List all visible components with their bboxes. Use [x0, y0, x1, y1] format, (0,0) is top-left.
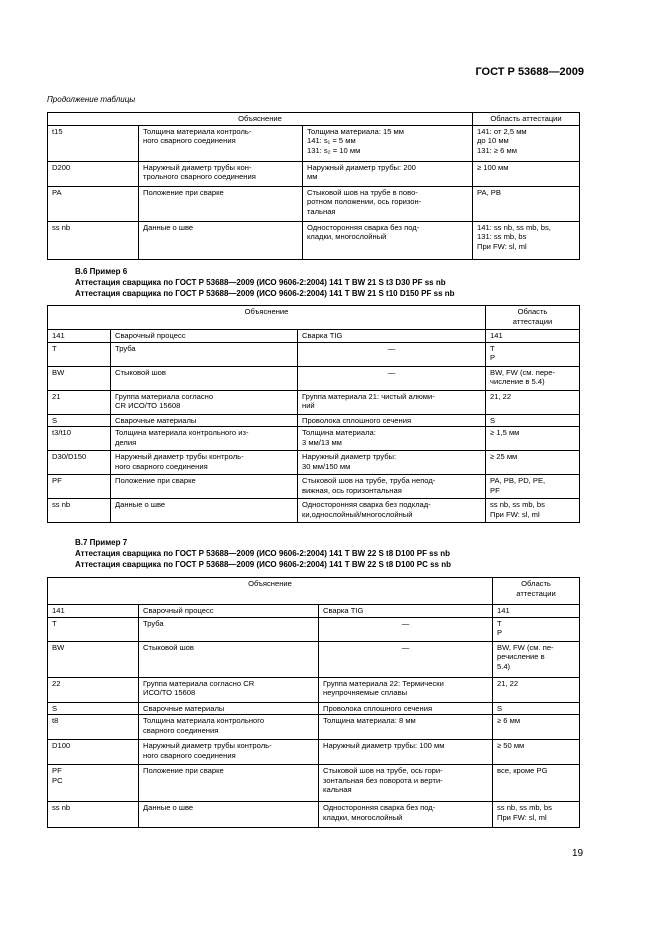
table-2-cell: Наружный диаметр трубы контроль- ного сварного соединения: [111, 451, 298, 475]
page-number: 19: [572, 848, 584, 859]
table-1-cell: Односторонняя сварка без под- кладки, многослойный: [303, 221, 473, 259]
section-b7-line-2: Аттестация сварщика по ГОСТ Р 53688—2009 (ИСО 9606-2:2004) 141 T BW 22 S t8 D100 PC ss nb: [75, 560, 451, 569]
table-3-cell: S: [493, 702, 580, 715]
table-3-cell: Односторонняя сварка без под- кладки, многослойный: [319, 802, 493, 828]
table-3-cell: Сварочный процесс: [139, 605, 319, 618]
table-1-cell: Положение при сварке: [139, 186, 303, 221]
table-2-cell: 21: [48, 390, 111, 414]
table-2-cell: Труба: [111, 342, 298, 366]
table-1-cell: Стыковой шов на трубе в пово- ротном положении, ось горизон- тальная: [303, 186, 473, 221]
table-3-cell: —: [319, 641, 493, 677]
table-3-header-scope: Область аттестации: [493, 578, 580, 605]
section-b7-title: В.7 Пример 7: [75, 538, 128, 547]
table-1-header-scope: Область аттестации: [473, 113, 580, 126]
table-3-cell: Труба: [139, 617, 319, 641]
table-2-cell: Наружный диаметр трубы: 30 мм/150 мм: [298, 451, 486, 475]
table-2-cell: ss nb: [48, 499, 111, 523]
table-3-cell: Наружный диаметр трубы: 100 мм: [319, 740, 493, 765]
table-2-cell: Стыковой шов на трубе, труба непод- вижная, ось горизонтальная: [298, 475, 486, 499]
table-3-cell: Толщина материала контрольного сварного соединения: [139, 715, 319, 740]
table-3-cell: Толщина материала: 8 мм: [319, 715, 493, 740]
table-1-cell: Толщина материала: 15 мм 141: s₁ = 5 мм 131: s₂ = 10 мм: [303, 125, 473, 161]
table-1-cell: t15: [48, 125, 139, 161]
table-2-cell: t3/t10: [48, 427, 111, 451]
table-2-cell: Положение при сварке: [111, 475, 298, 499]
table-2-cell: Проволока сплошного сечения: [298, 414, 486, 427]
table-2-cell: ss nb, ss mb, bs При FW: sl, ml: [486, 499, 580, 523]
table-3-cell: 141: [48, 605, 139, 618]
table-3-cell: D100: [48, 740, 139, 765]
table-3-cell: —: [319, 617, 493, 641]
table-3-cell: Группа материала согласно CR ИСО/ТО 15608: [139, 677, 319, 702]
table-2-cell: Сварка TIG: [298, 330, 486, 343]
table-1-cell: Наружный диаметр трубы: 200 мм: [303, 161, 473, 186]
table-3-cell: все, кроме PG: [493, 765, 580, 802]
table-2-cell: —: [298, 342, 486, 366]
table-2-cell: 141: [486, 330, 580, 343]
continuation-label: Продолжение таблицы: [47, 95, 136, 104]
table-2-cell: Толщина материала контрольного из- делия: [111, 427, 298, 451]
table-3-cell: BW: [48, 641, 139, 677]
table-2-cell: D30/D150: [48, 451, 111, 475]
table-1-header-explanation: Объяснение: [48, 113, 473, 126]
table-2-cell: PA, PB, PD, PE, PF: [486, 475, 580, 499]
table-1-cell: Наружный диаметр трубы кон- трольного сварного соединения: [139, 161, 303, 186]
table-2-cell: PF: [48, 475, 111, 499]
table-3-cell: Стыковой шов: [139, 641, 319, 677]
table-2-cell: Односторонняя сварка без подклад- ки,однослойный/многослойный: [298, 499, 486, 523]
table-2-cell: BW, FW (см. пере- числение в 5.4): [486, 366, 580, 390]
table-2-cell: Стыковой шов: [111, 366, 298, 390]
table-2-cell: Сварочные материалы: [111, 414, 298, 427]
table-2-cell: Толщина материала: 3 мм/13 мм: [298, 427, 486, 451]
table-1: [47, 112, 580, 260]
table-3: [47, 577, 580, 828]
table-3-cell: BW, FW (см. пе- речисление в 5.4): [493, 641, 580, 677]
table-3-cell: ss nb: [48, 802, 139, 828]
table-2-header-explanation: Объяснение: [48, 306, 486, 330]
section-b7-line-1: Аттестация сварщика по ГОСТ Р 53688—2009 (ИСО 9606-2:2004) 141 T BW 22 S t8 D100 PF ss nb: [75, 549, 451, 558]
table-3-cell: ≥ 6 мм: [493, 715, 580, 740]
table-3-cell: ss nb, ss mb, bs При FW: sl, ml: [493, 802, 580, 828]
table-1-cell: 141: ss nb, ss mb, bs, 131: ss mb, bs При FW: sl, ml: [473, 221, 580, 259]
table-3-cell: ≥ 50 мм: [493, 740, 580, 765]
table-2-cell: BW: [48, 366, 111, 390]
table-3-cell: Проволока сплошного сечения: [319, 702, 493, 715]
table-3-cell: T: [48, 617, 139, 641]
table-2-cell: —: [298, 366, 486, 390]
table-2-cell: ≥ 25 мм: [486, 451, 580, 475]
table-3-cell: Стыковой шов на трубе, ось гори- зонтальная без поворота и верти- кальная: [319, 765, 493, 802]
section-b6-line-1: Аттестация сварщика по ГОСТ Р 53688—2009 (ИСО 9606-2:2004) 141 T BW 21 S t3 D30 PF ss nb: [75, 278, 446, 287]
table-1-cell: ≥ 100 мм: [473, 161, 580, 186]
table-3-cell: Наружный диаметр трубы контроль- ного сварного соединения: [139, 740, 319, 765]
table-2-cell: T: [48, 342, 111, 366]
table-1-cell: PA: [48, 186, 139, 221]
table-2-header-scope: Область аттестации: [486, 306, 580, 330]
table-2: [47, 305, 580, 523]
table-3-cell: Данные о шве: [139, 802, 319, 828]
table-2-cell: T P: [486, 342, 580, 366]
section-b6-line-2: Аттестация сварщика по ГОСТ Р 53688—2009 (ИСО 9606-2:2004) 141 T BW 21 S t10 D150 PF ss nb: [75, 289, 455, 298]
table-3-cell: 141: [493, 605, 580, 618]
table-3-cell: 22: [48, 677, 139, 702]
table-3-cell: Положение при сварке: [139, 765, 319, 802]
table-1-cell: Толщина материала контроль- ного сварного соединения: [139, 125, 303, 161]
table-2-cell: 141: [48, 330, 111, 343]
table-2-cell: Данные о шве: [111, 499, 298, 523]
table-3-cell: 21, 22: [493, 677, 580, 702]
table-3-cell: T P: [493, 617, 580, 641]
table-2-cell: ≥ 1,5 мм: [486, 427, 580, 451]
table-1-cell: 141: от 2,5 мм до 10 мм 131: ≥ 6 мм: [473, 125, 580, 161]
table-1-cell: ss nb: [48, 221, 139, 259]
table-2-cell: Группа материала 21: чистый алюми- ний: [298, 390, 486, 414]
table-1-cell: PA, PB: [473, 186, 580, 221]
table-1-cell: Данные о шве: [139, 221, 303, 259]
table-3-cell: PF PC: [48, 765, 139, 802]
table-3-cell: Группа материала 22: Термически неупрочняемые сплавы: [319, 677, 493, 702]
table-2-cell: S: [48, 414, 111, 427]
table-1-cell: D200: [48, 161, 139, 186]
table-2-cell: 21, 22: [486, 390, 580, 414]
table-2-cell: Группа материала согласно CR ИСО/ТО 15608: [111, 390, 298, 414]
table-2-cell: Сварочный процесс: [111, 330, 298, 343]
table-3-cell: t8: [48, 715, 139, 740]
table-3-cell: Сварочные материалы: [139, 702, 319, 715]
table-3-cell: Сварка TIG: [319, 605, 493, 618]
table-3-cell: S: [48, 702, 139, 715]
section-b6-title: В.6 Пример 6: [75, 267, 128, 276]
table-2-cell: S: [486, 414, 580, 427]
document-code: ГОСТ Р 53688—2009: [475, 66, 584, 78]
table-3-header-explanation: Объяснение: [48, 578, 493, 605]
